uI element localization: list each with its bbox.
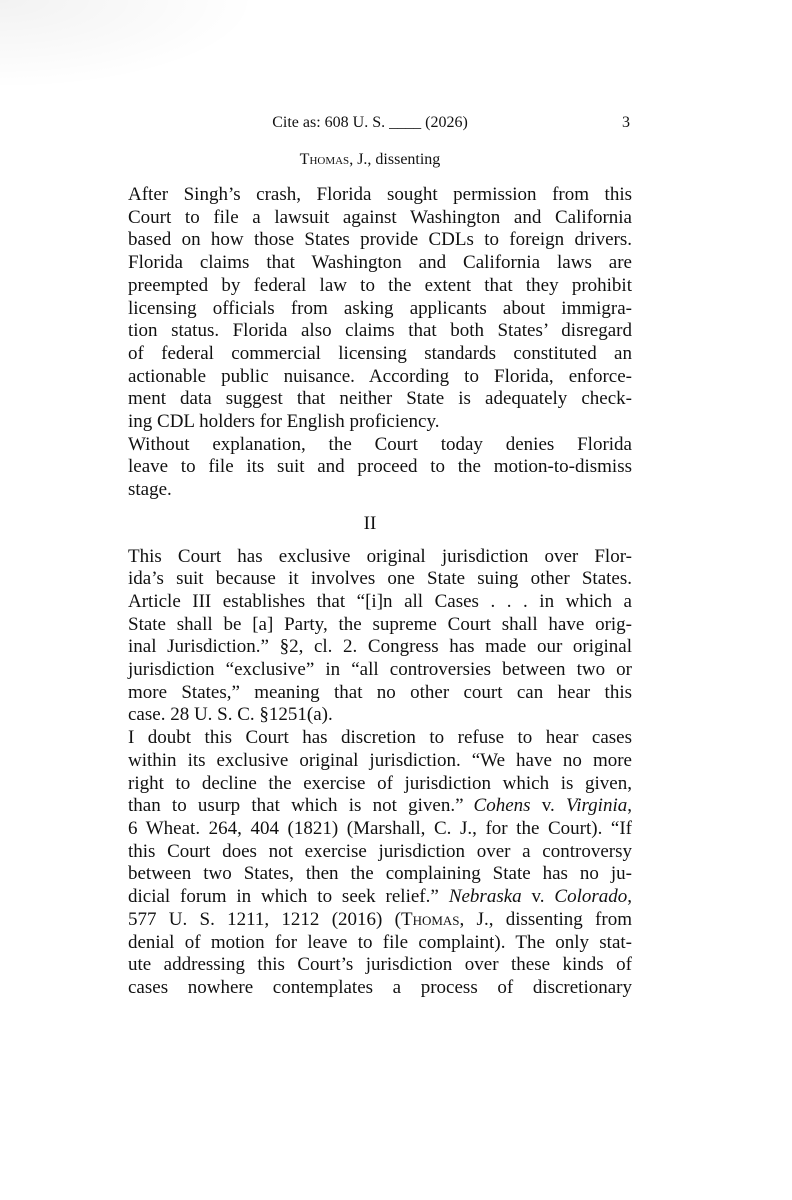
paragraph-denial [108, 434, 632, 502]
citation-header: Cite as: 608 U. S. ____ (2026) [272, 114, 468, 131]
text-line: After Singh’s crash, Florida sought permission from this [128, 184, 632, 205]
text-line: cases nowhere contemplates a process of discretionary [128, 976, 632, 998]
text-line: I doubt this Court has discretion to refuse to hear cases [128, 727, 632, 749]
page-number: 3 [622, 114, 630, 131]
text-line: State shall be [a] Party, the supreme Court shall have orig- [128, 613, 632, 635]
text-line: Court to file a lawsuit against Washington and California [128, 206, 632, 228]
text-line: more States,” meaning that no other court can hear this [128, 681, 632, 703]
text-line: Without explanation, the Court today denies Florida [128, 433, 632, 455]
text-line: of federal commercial licensing standards constituted an [128, 342, 632, 364]
text-line: jurisdiction “exclusive” in “all controversies between two or [128, 659, 632, 681]
text-line: Article III establishes that “[i]n all Cases . . . in which a [128, 590, 632, 612]
paragraph-singh-crash [108, 184, 632, 434]
opinion-subheading [108, 151, 632, 169]
page-shadow [0, 0, 260, 90]
text-line: based on how those States provide CDLs to foreign drivers. [128, 229, 632, 251]
text-line: within its exclusive original jurisdiction. “We have no more [128, 749, 632, 771]
text-line: ment data suggest that neither State is adequately check- [128, 388, 632, 410]
text-line-with-citation [108, 909, 632, 932]
paragraph-original-jurisdiction [108, 546, 632, 728]
running-header [108, 114, 632, 136]
text-line: This Court has exclusive original jurisdiction over Flor- [128, 545, 632, 567]
case-versus: v. [521, 886, 555, 908]
text-line: 6 Wheat. 264, 404 (1821) (Marshall, C. J., for the Court). “If [128, 817, 632, 839]
text-line: ing CDL holders for English proficiency. [128, 411, 440, 433]
text-line: licensing officials from asking applicants about immigra- [128, 297, 632, 319]
text-line: denial of motion for leave to file complaint). The only stat- [128, 931, 632, 953]
justice-suffix: , J., dissenting [349, 151, 441, 168]
dissent-suffix: , J., dissenting from [459, 908, 632, 930]
case-versus: v. [530, 795, 567, 817]
reporter-cite: 577 U. S. 1211, 1212 (2016) ( [128, 908, 401, 930]
quote-text: dicial forum in which to seek relief.” [128, 886, 439, 908]
text-line-with-citation: than to usurp that which is not given.” Cohens v. Virginia, [128, 795, 632, 817]
text-line: case. 28 U. S. C. §1251(a). [128, 704, 333, 726]
section-heading: II [363, 512, 377, 534]
dissent-justice-name: Thomas [400, 908, 460, 930]
text-line: ida’s suit because it involves one State suing other States. [128, 568, 632, 590]
case-name-cohens: Cohens [473, 795, 531, 817]
text-line: this Court does not exercise jurisdiction over a controversy [128, 840, 632, 862]
case-name-colorado: Colorado [554, 886, 628, 908]
text-line-with-citation: dicial forum in which to seek relief.” Nebraska v. Colorado, [128, 886, 632, 908]
quote-text: than to usurp that which is not given.” [128, 795, 464, 817]
text-line: Florida claims that Washington and California laws are [128, 252, 632, 274]
justice-name: Thomas [299, 151, 350, 168]
opinion-body [108, 184, 632, 1000]
paragraph-discretion [108, 727, 632, 999]
text-line: tion status. Florida also claims that both States’ disregard [128, 320, 632, 342]
text-line: between two States, then the complaining State has no ju- [128, 863, 632, 885]
text-line: ute addressing this Court’s jurisdiction over these kinds of [128, 954, 632, 976]
text-line: leave to file its suit and proceed to the motion-to-dismiss [128, 456, 632, 478]
case-name-nebraska: Nebraska [448, 886, 522, 908]
text-line: actionable public nuisance. According to Florida, enforce- [128, 365, 632, 387]
case-name-virginia: Virginia [566, 795, 628, 817]
text-line: preempted by federal law to the extent that they prohibit [128, 274, 632, 296]
text-line: inal Jurisdiction.” §2, cl. 2. Congress has made our original [128, 636, 632, 658]
text-line: stage. [128, 479, 172, 501]
text-line: right to decline the exercise of jurisdiction which is given, [128, 772, 632, 794]
